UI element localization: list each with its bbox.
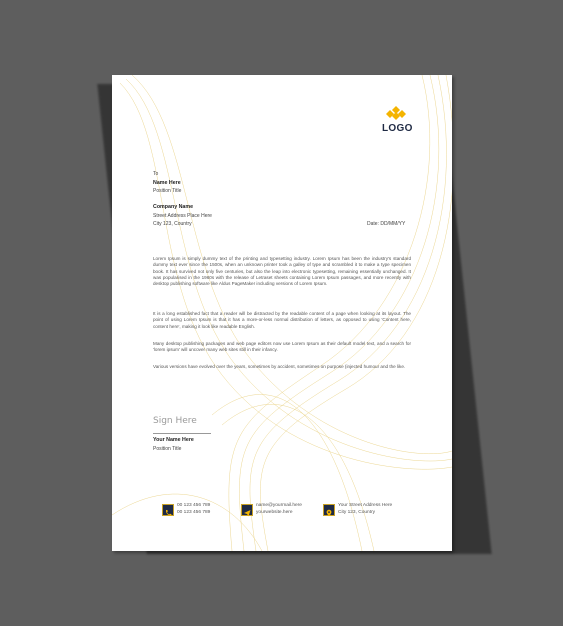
diamond-cluster-icon [385, 106, 407, 120]
footer-city: City 123, Country [338, 510, 376, 515]
letterhead-page [112, 75, 452, 551]
website-address: yourwebsite.here [256, 510, 293, 515]
body-paragraph-1: Lorem Ipsum is simply dummy text of the printing and typesetting industry. Lorem Ipsum has been the industry's standard dummy text ever since the 1500s, when an unknown printer took a galley of type and scrambled it to make a type specimen book. It has survived not only five centuries, but also the leap into electronic typesetting, remaining essentially unchanged. It was popularised in the 1960s with the release of Letraset sheets containing Lorem Ipsum passages, and more recently with desktop publishing software like Aldus PageMaker including versions of Lorem Ipsum. [153, 256, 411, 287]
signer-position: Position Title [153, 446, 182, 452]
company-city: City 123, Country [153, 221, 192, 227]
phone-icon [162, 504, 174, 516]
body-paragraph-3: Many desktop publishing packages and web page editors now use Lorem Ipsum as their default model text, and a search for 'lorem ipsum' will uncover many web sites still in their infancy. [153, 341, 411, 353]
signature-placeholder: Sign Here [153, 416, 197, 426]
recipient-name: Name Here [153, 180, 181, 186]
footer-street: Your Street Address Here [338, 503, 393, 508]
logo-text: LOGO [382, 123, 413, 134]
email-address: name@yourmail.here [256, 503, 302, 508]
company-name: Company Name [153, 204, 194, 210]
to-label: To [153, 171, 159, 177]
body-paragraph-2: It is a long established fact that a reader will be distracted by the readable content of a page when looking at its layout. The point of using Lorem Ipsum is that it has a more-or-less normal distribution of letters, as opposed to using 'Content here, content here', making it look like readable English. [153, 311, 411, 329]
body-paragraph-4: Various versions have evolved over the years, sometimes by accident, sometimes on purpose (injected humour and the like. [153, 364, 406, 369]
phone-line-2: 00 123 456 789 [177, 510, 211, 515]
send-icon [241, 504, 253, 516]
phone-line-1: 00 123 456 789 [177, 503, 211, 508]
location-pin-icon [323, 504, 335, 516]
letter-date: Date: DD/MM/YY [367, 221, 406, 227]
signer-name: Your Name Here [153, 437, 194, 443]
signature-line [153, 433, 211, 434]
recipient-position: Position Title [153, 188, 182, 194]
company-street: Street Address Place Here [153, 213, 212, 219]
